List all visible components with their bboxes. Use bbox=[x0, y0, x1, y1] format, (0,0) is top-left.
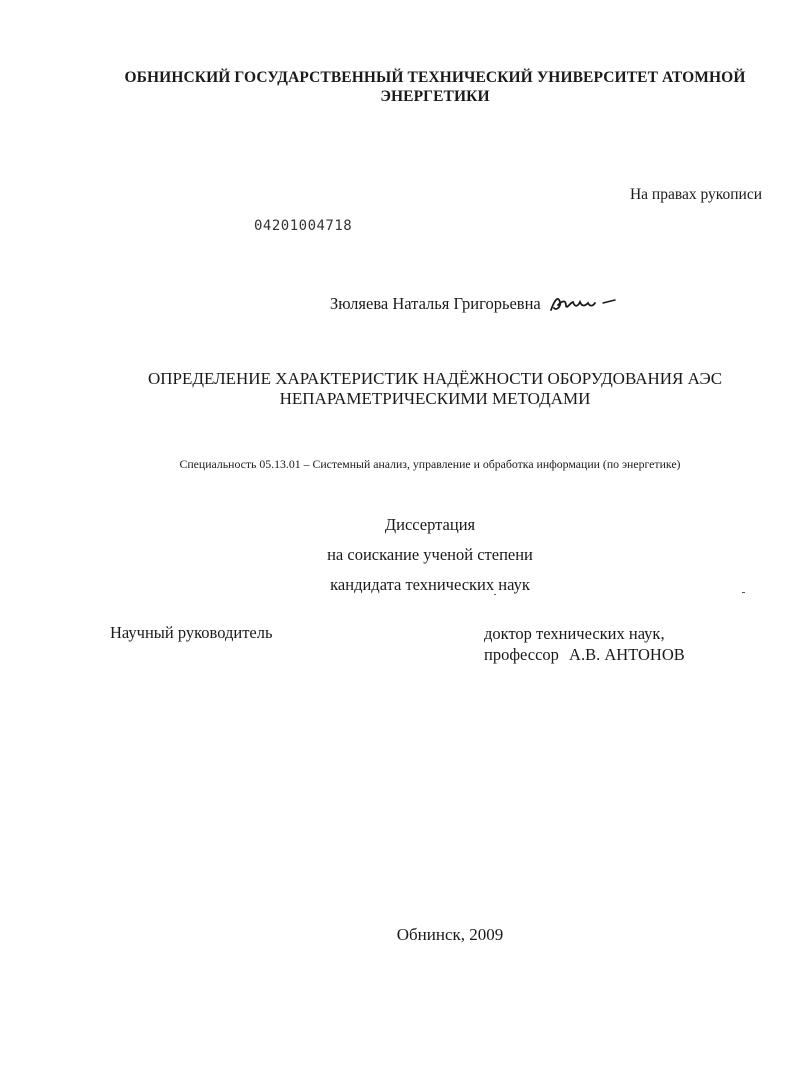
university-name bbox=[100, 68, 770, 106]
city-year: Обнинск, 2009 bbox=[396, 925, 504, 944]
scan-speck bbox=[742, 592, 745, 593]
author-line bbox=[330, 293, 619, 315]
author-name: Зюляева Наталья Григорьевна bbox=[330, 294, 541, 313]
supervisor-label: Научный руководитель bbox=[110, 623, 273, 642]
supervisor-name: А.В. АНТОНОВ bbox=[569, 645, 685, 664]
university-name-line2: ЭНЕРГЕТИКИ bbox=[380, 88, 490, 105]
degree-block bbox=[230, 510, 630, 600]
supervisor-rank: доктор технических наук, bbox=[484, 624, 665, 643]
thesis-title bbox=[90, 369, 780, 409]
manuscript-note: На правах рукописи bbox=[629, 186, 762, 203]
degree-line3: кандидата технических наук bbox=[330, 575, 530, 594]
university-name-line1: ОБНИНСКИЙ ГОСУДАРСТВЕННЫЙ ТЕХНИЧЕСКИЙ УНИВЕРСИТЕТ АТОМНОЙ bbox=[124, 69, 746, 86]
degree-line2: на соискание ученой степени bbox=[327, 545, 533, 564]
degree-line1: Диссертация bbox=[384, 515, 476, 534]
scan-speck bbox=[494, 594, 496, 595]
signature-icon bbox=[549, 293, 619, 315]
thesis-title-line1: ОПРЕДЕЛЕНИЕ ХАРАКТЕРИСТИК НАДЁЖНОСТИ ОБОРУДОВАНИЯ АЭС bbox=[147, 369, 723, 388]
thesis-title-line2: НЕПАРАМЕТРИЧЕСКИМИ МЕТОДАМИ bbox=[279, 389, 591, 408]
specialty-line: Специальность 05.13.01 – Системный анализ, управление и обработка информации (по энергетике) bbox=[179, 457, 681, 471]
supervisor-details bbox=[484, 623, 685, 665]
catalog-number: 04201004718 bbox=[254, 218, 353, 234]
supervisor-title: профессор bbox=[484, 645, 559, 664]
